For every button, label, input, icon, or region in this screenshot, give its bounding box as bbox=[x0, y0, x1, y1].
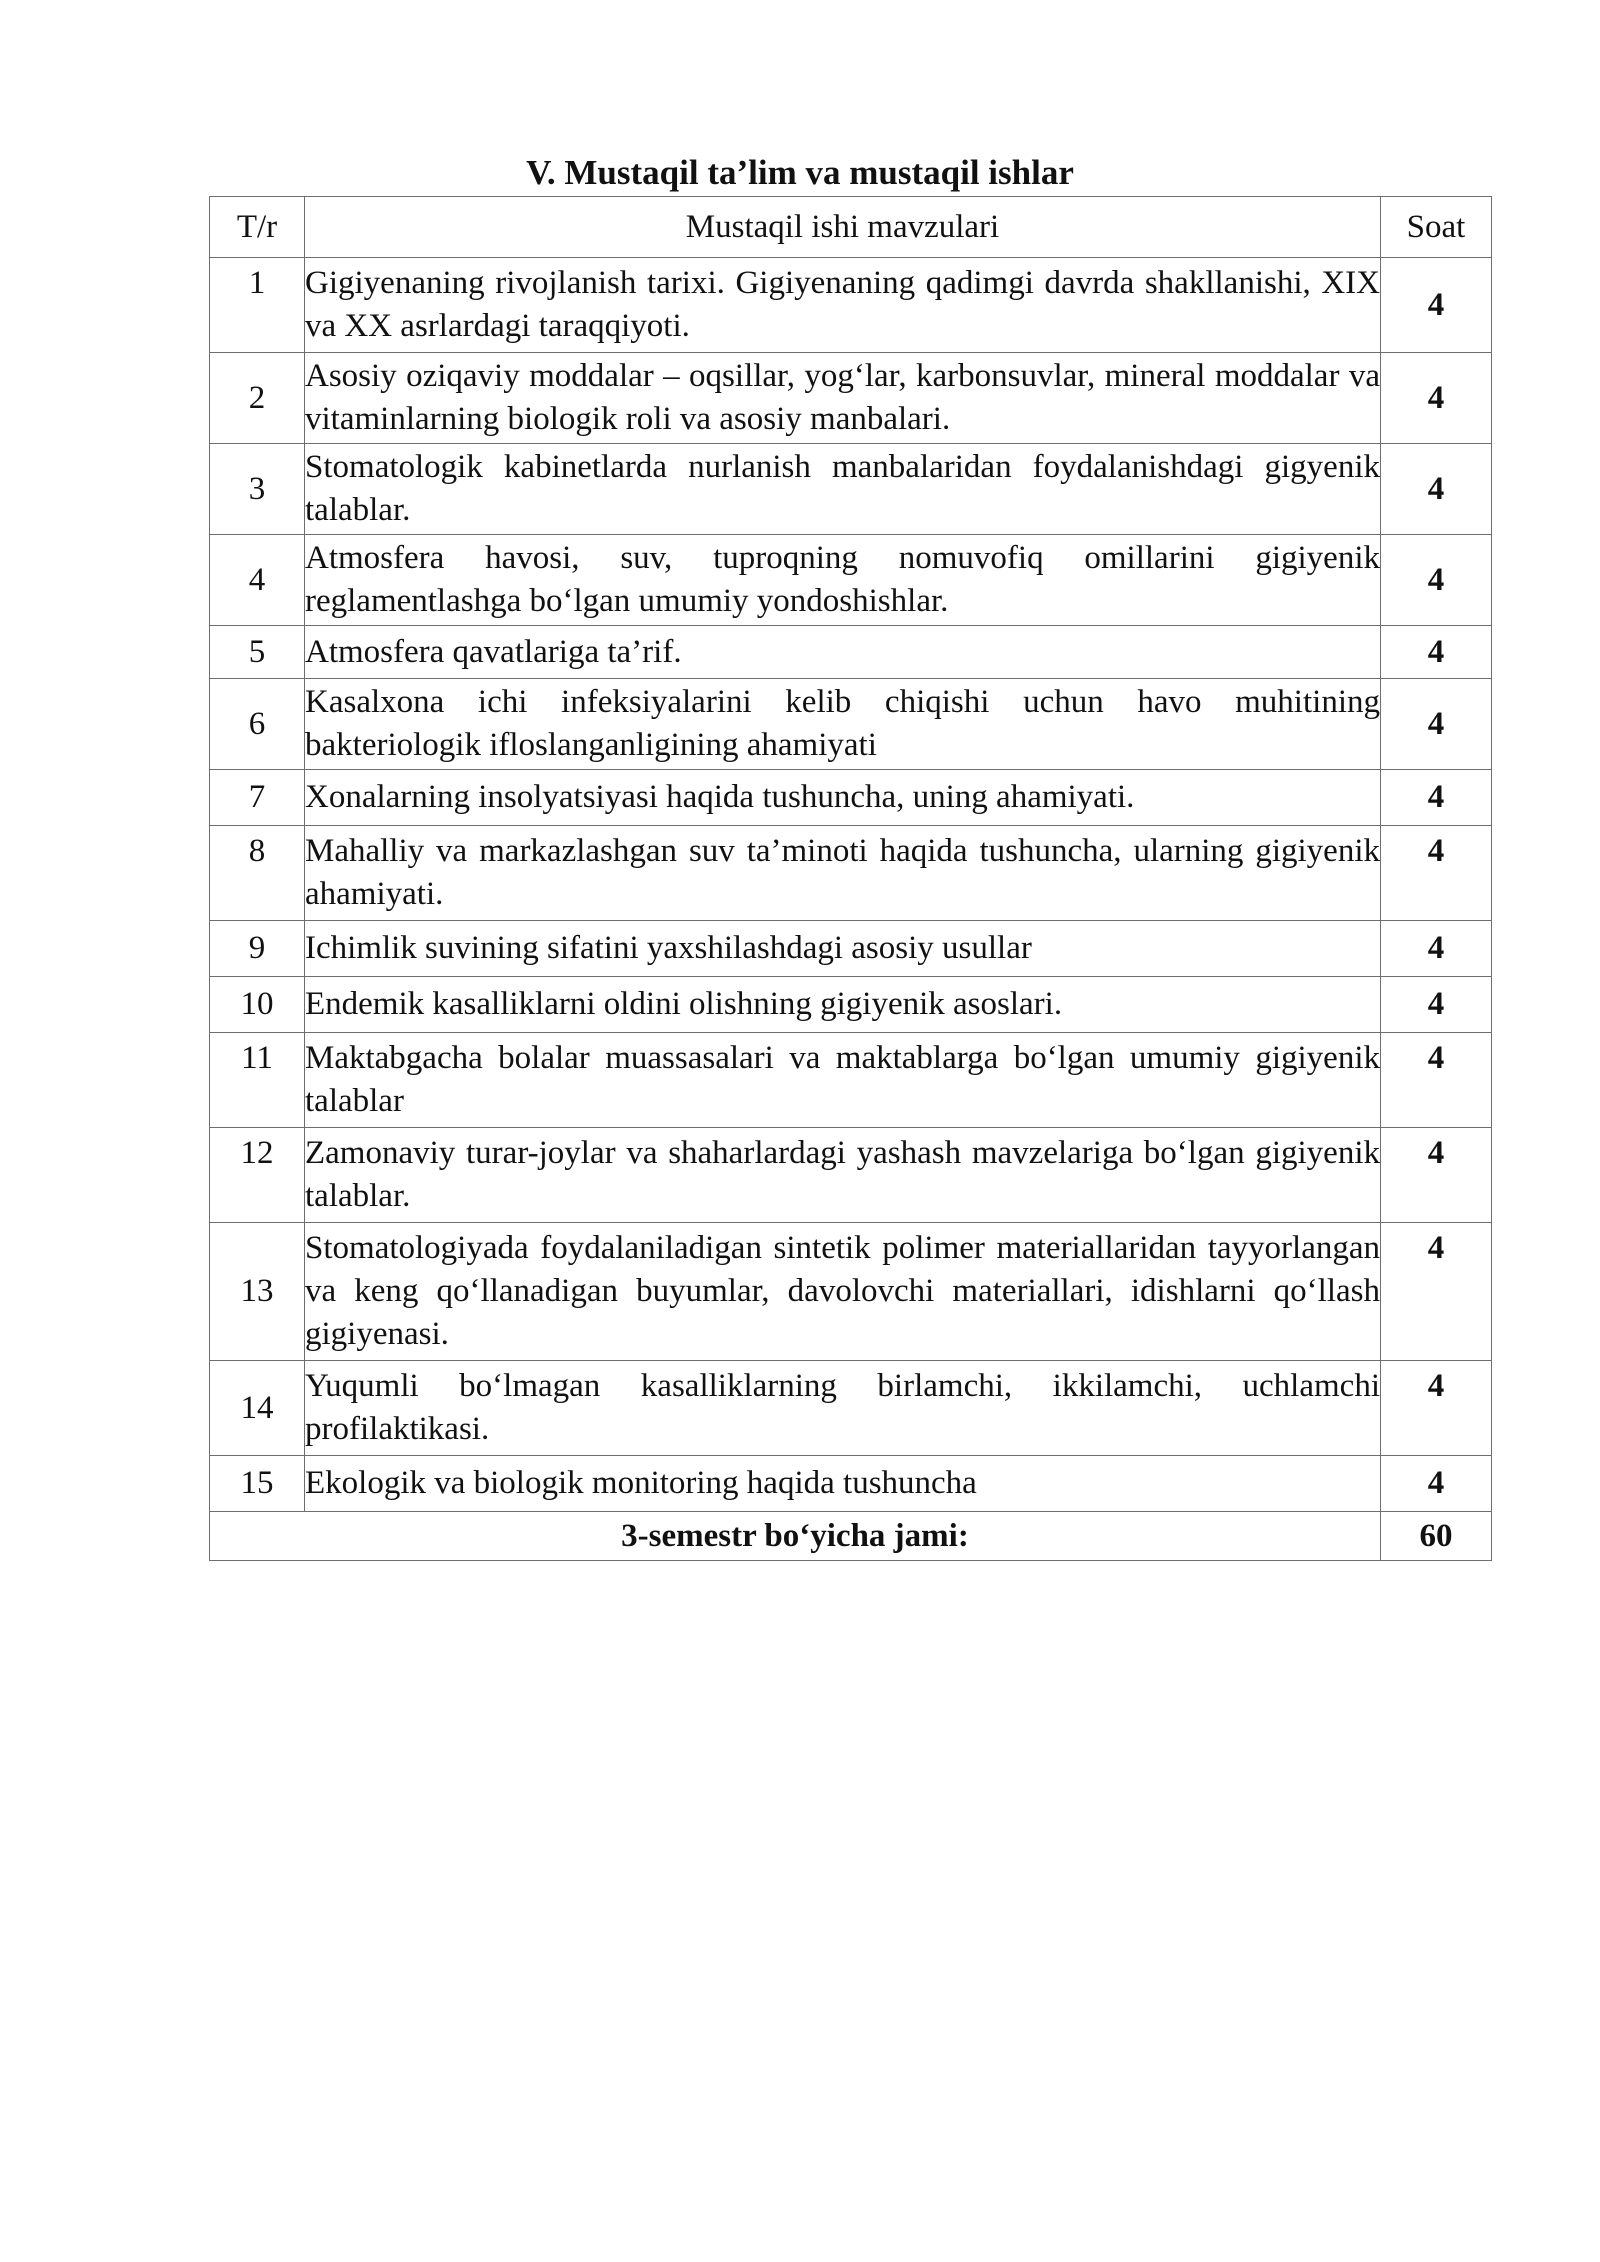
table-row bbox=[210, 535, 1492, 626]
row-topic-text: Xonalarning insolyatsiyasi haqida tushuncha, uning ahamiyati. bbox=[305, 779, 1135, 815]
total-label: 3-semestr bo‘yicha jami: bbox=[210, 1512, 1381, 1561]
row-hours: 4 bbox=[1381, 444, 1492, 535]
row-hours: 4 bbox=[1381, 535, 1492, 626]
row-hours: 4 bbox=[1381, 626, 1492, 679]
row-hours: 4 bbox=[1381, 770, 1492, 826]
table-row bbox=[210, 1128, 1492, 1223]
table-row bbox=[210, 679, 1492, 770]
row-topic bbox=[305, 1223, 1381, 1361]
row-topic-text: Ekologik va biologik monitoring haqida tushuncha bbox=[305, 1465, 977, 1501]
table-row bbox=[210, 1456, 1492, 1512]
row-topic bbox=[305, 626, 1381, 679]
table-row bbox=[210, 444, 1492, 535]
row-topic-text: Kasalxona ichi infeksiyalarini kelib chiqishi uchun havo muhitining bakteriologik ifloslanganligining ahamiyati bbox=[305, 684, 1380, 763]
table-row bbox=[210, 626, 1492, 679]
table-row bbox=[210, 1033, 1492, 1128]
row-hours: 4 bbox=[1381, 1361, 1492, 1456]
row-topic bbox=[305, 977, 1381, 1033]
row-number: 6 bbox=[210, 679, 305, 770]
total-hours: 60 bbox=[1381, 1512, 1492, 1561]
row-topic bbox=[305, 1361, 1381, 1456]
row-number: 3 bbox=[210, 444, 305, 535]
row-topic-text: Gigiyenaning rivojlanish tarixi. Gigiyenaning qadimgi davrda shakllanishi, XIX va XX asrlardagi taraqqiyoti. bbox=[305, 265, 1380, 344]
row-hours: 4 bbox=[1381, 826, 1492, 921]
row-topic bbox=[305, 1456, 1381, 1512]
row-hours: 4 bbox=[1381, 977, 1492, 1033]
row-hours: 4 bbox=[1381, 1223, 1492, 1361]
row-number: 11 bbox=[210, 1033, 305, 1128]
table-row bbox=[210, 770, 1492, 826]
row-topic-text: Maktabgacha bolalar muassasalari va maktablarga bo‘lgan umumiy gigiyenik talablar bbox=[305, 1040, 1380, 1119]
table-row bbox=[210, 353, 1492, 444]
row-topic-text: Stomatologik kabinetlarda nurlanish manbalaridan foydalanishdagi gigyenik talablar. bbox=[305, 449, 1380, 528]
row-topic bbox=[305, 444, 1381, 535]
row-hours: 4 bbox=[1381, 921, 1492, 977]
row-topic-text: Endemik kasalliklarni oldini olishning gigiyenik asoslari. bbox=[305, 986, 1063, 1022]
total-row bbox=[210, 1512, 1492, 1561]
row-topic bbox=[305, 353, 1381, 444]
row-topic-text: Atmosfera qavatlariga ta’rif. bbox=[305, 633, 682, 670]
row-hours: 4 bbox=[1381, 679, 1492, 770]
row-hours: 4 bbox=[1381, 1128, 1492, 1223]
row-number: 4 bbox=[210, 535, 305, 626]
row-topic bbox=[305, 770, 1381, 826]
table-header-row bbox=[210, 197, 1492, 258]
table-row bbox=[210, 921, 1492, 977]
row-topic-text: Stomatologiyada foydalaniladigan sintetik polimer materiallaridan tayyorlangan va keng qo‘llanadigan buyumlar, davolovchi materiallari, idishlarni qo‘llash gigiyenasi. bbox=[305, 1230, 1380, 1352]
row-topic bbox=[305, 258, 1381, 353]
topics-table bbox=[209, 196, 1492, 1561]
table-row bbox=[210, 258, 1492, 353]
header-hours: Soat bbox=[1381, 197, 1492, 258]
row-hours: 4 bbox=[1381, 353, 1492, 444]
header-number: T/r bbox=[210, 197, 305, 258]
page-title: V. Mustaqil ta’lim va mustaqil ishlar bbox=[526, 153, 1074, 192]
row-topic bbox=[305, 826, 1381, 921]
row-number: 14 bbox=[210, 1361, 305, 1456]
row-topic-text: Yuqumli bo‘lmagan kasalliklarning birlamchi, ikkilamchi, uchlamchi profilaktikasi. bbox=[305, 1368, 1380, 1447]
row-number: 13 bbox=[210, 1223, 305, 1361]
header-topic: Mustaqil ishi mavzulari bbox=[305, 197, 1381, 258]
row-hours: 4 bbox=[1381, 1456, 1492, 1512]
row-topic-text: Ichimlik suvining sifatini yaxshilashdagi asosiy usullar bbox=[305, 930, 1032, 966]
row-number: 2 bbox=[210, 353, 305, 444]
row-topic-text: Asosiy oziqaviy moddalar – oqsillar, yog‘lar, karbonsuvlar, mineral moddalar va vitaminlarning biologik roli va asosiy manbalari. bbox=[305, 358, 1380, 437]
table-row bbox=[210, 1361, 1492, 1456]
row-topic bbox=[305, 1033, 1381, 1128]
table-row bbox=[210, 977, 1492, 1033]
row-number: 12 bbox=[210, 1128, 305, 1223]
row-topic-text: Mahalliy va markazlashgan suv ta’minoti haqida tushuncha, ularning gigiyenik ahamiyati. bbox=[305, 833, 1380, 912]
row-topic bbox=[305, 1128, 1381, 1223]
row-hours: 4 bbox=[1381, 1033, 1492, 1128]
row-topic-text: Zamonaviy turar-joylar va shaharlardagi yashash mavzelariga bo‘lgan gigiyenik talablar. bbox=[305, 1135, 1380, 1214]
row-number: 5 bbox=[210, 626, 305, 679]
row-number: 10 bbox=[210, 977, 305, 1033]
row-topic bbox=[305, 679, 1381, 770]
row-number: 7 bbox=[210, 770, 305, 826]
row-number: 8 bbox=[210, 826, 305, 921]
table-row bbox=[210, 826, 1492, 921]
row-number: 9 bbox=[210, 921, 305, 977]
row-topic-text: Atmosfera havosi, suv, tuproqning nomuvofiq omillarini gigiyenik reglamentlashga bo‘lgan umumiy yondoshishlar. bbox=[305, 540, 1380, 619]
table-row bbox=[210, 1223, 1492, 1361]
row-topic bbox=[305, 535, 1381, 626]
row-number: 15 bbox=[210, 1456, 305, 1512]
row-hours: 4 bbox=[1381, 258, 1492, 353]
row-topic bbox=[305, 921, 1381, 977]
row-number: 1 bbox=[210, 258, 305, 353]
